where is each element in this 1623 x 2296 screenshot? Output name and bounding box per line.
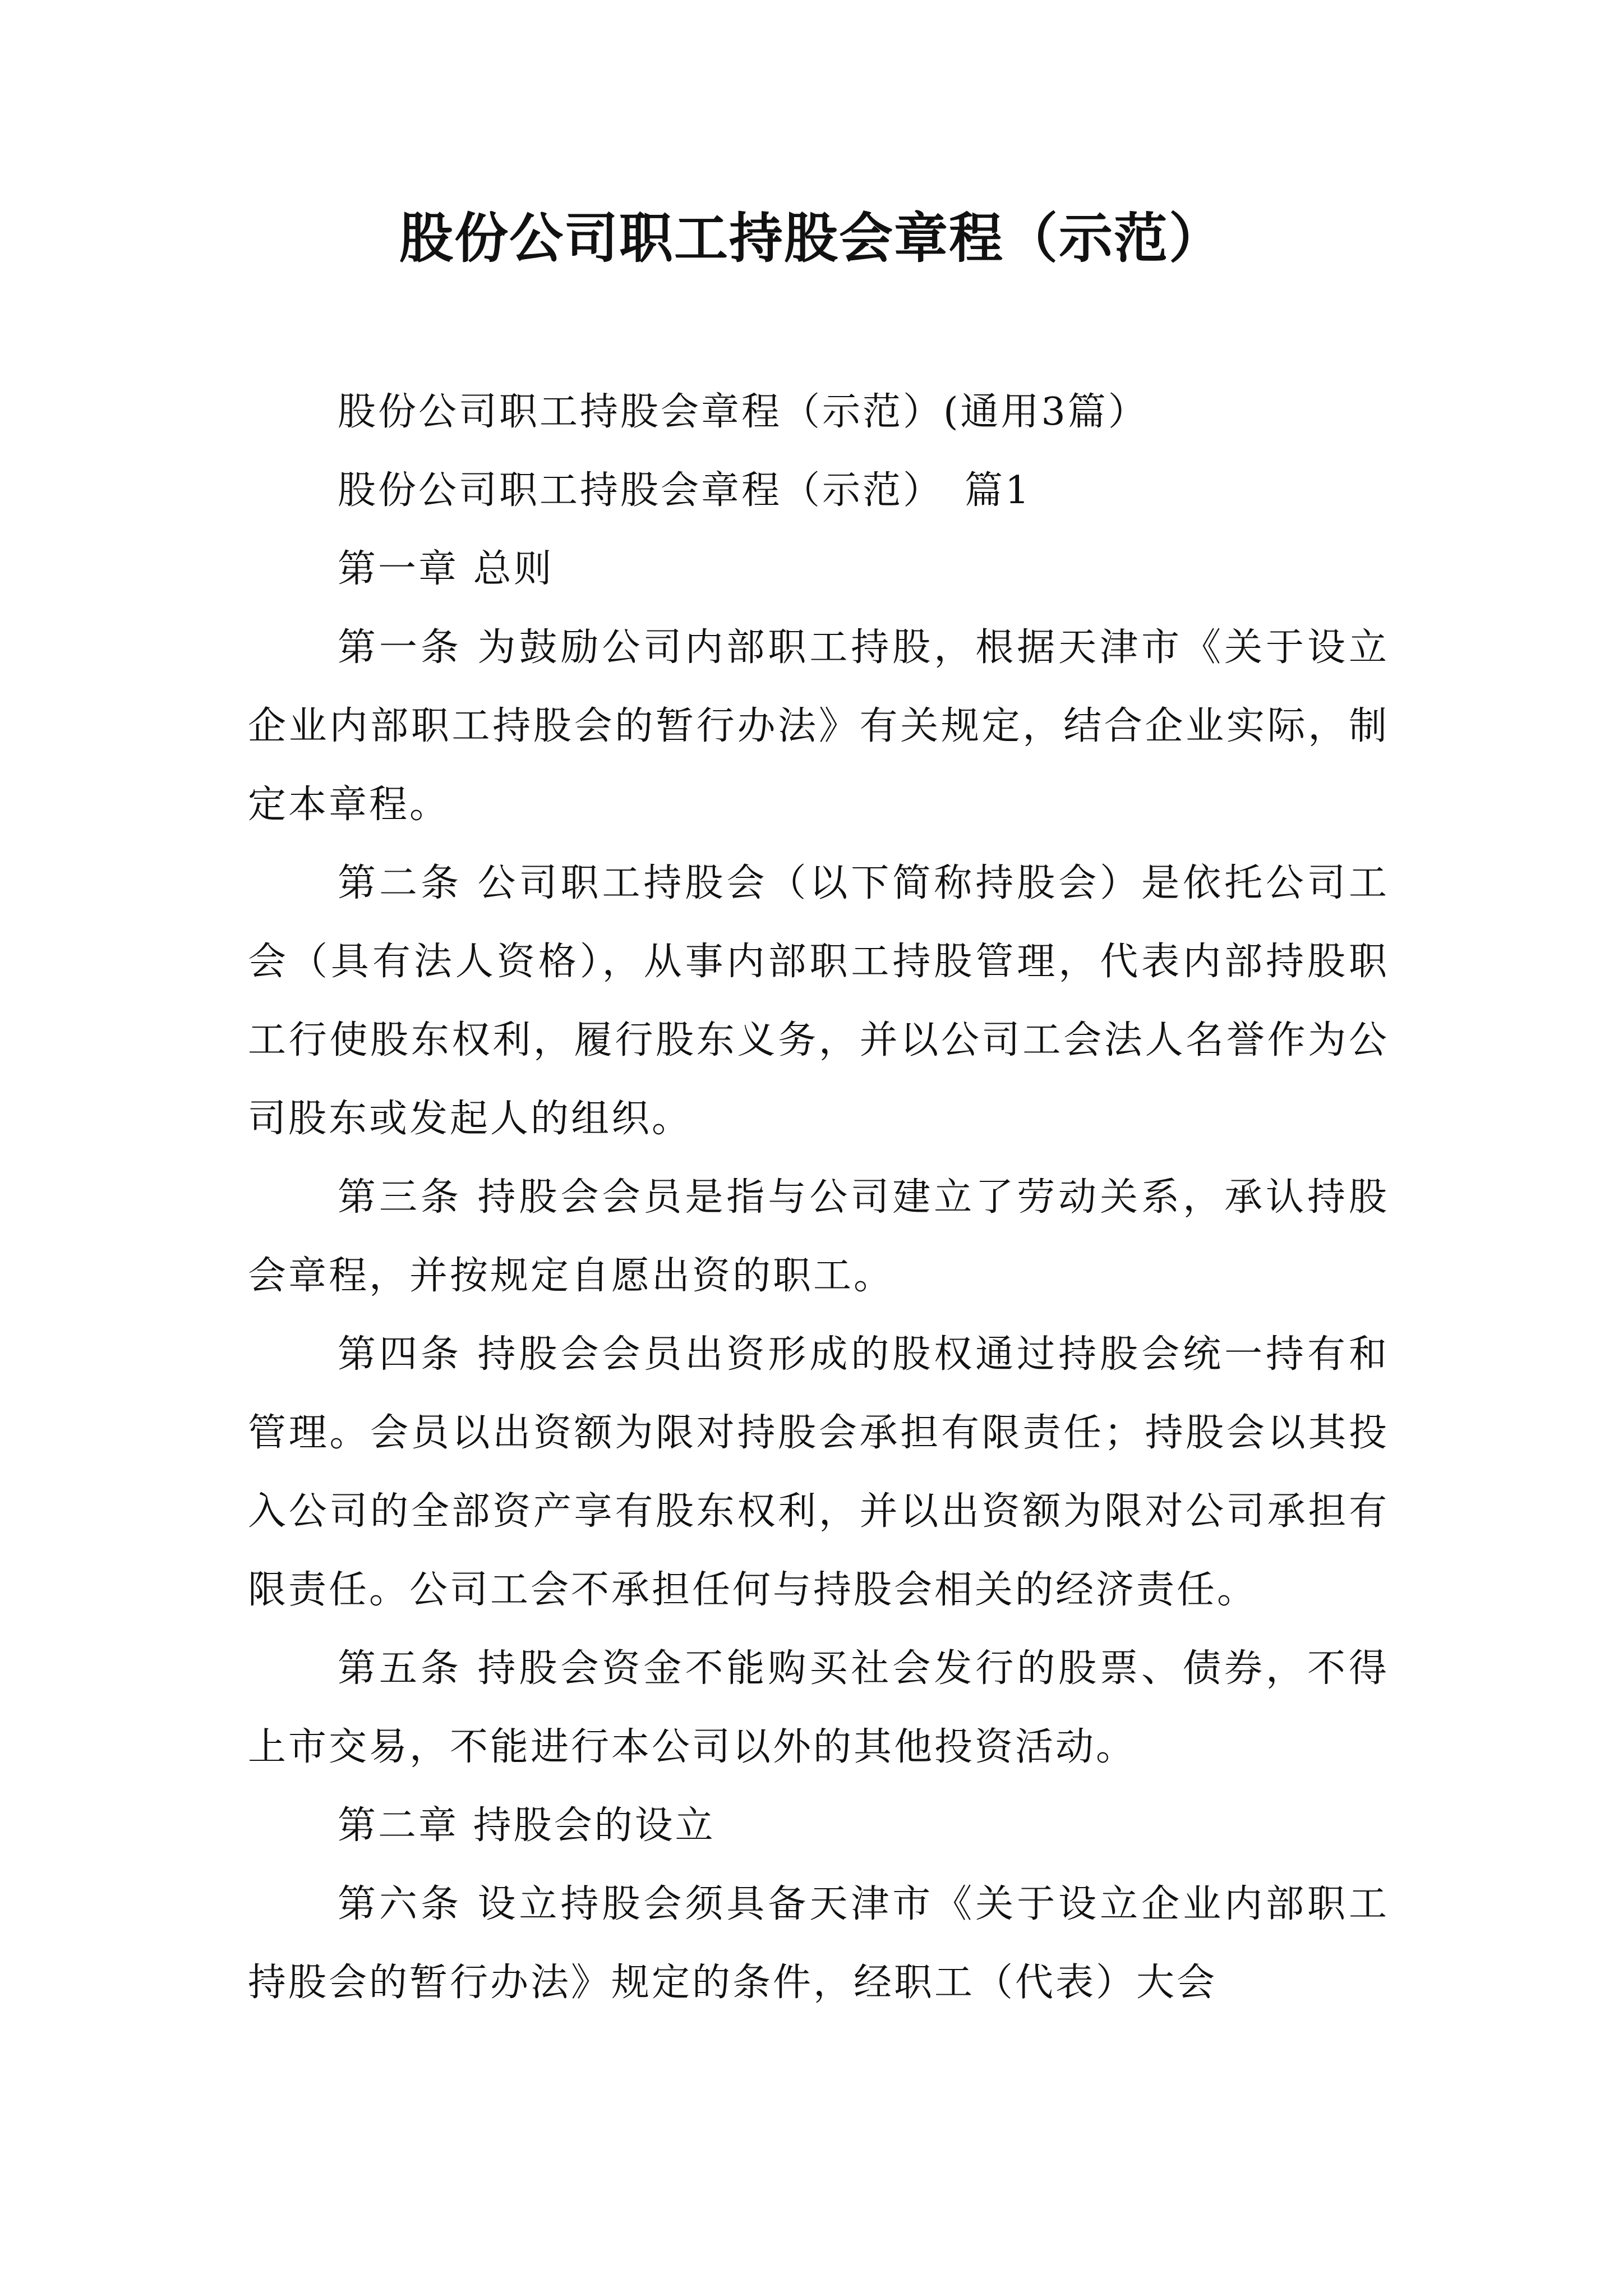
article-2: 第二条 公司职工持股会（以下简称持股会）是依托公司工会（具有法人资格），从事内部职工持股管理，代表内部持股职工行使股东权利，履行股东义务，并以公司工会法人名誉作为公司股东或发起人的组织。: [248, 861, 1389, 1141]
chapter-heading-2: 第二章 持股会的设立: [338, 1803, 716, 1848]
article-1: 第一条 为鼓励公司内部职工持股，根据天津市《关于设立企业内部职工持股会的暂行办法》有关规定，结合企业实际，制定本章程。: [248, 625, 1389, 827]
document-body: [248, 373, 1389, 2022]
article-5: 第五条 持股会资金不能购买社会发行的股票、债券，不得上市交易，不能进行本公司以外的其他投资活动。: [248, 1646, 1389, 1769]
article-3: 第三条 持股会会员是指与公司建立了劳动关系，承认持股会章程，并按规定自愿出资的职工。: [248, 1175, 1389, 1298]
document-title: 股份公司职工持股会章程（示范）: [399, 206, 1224, 270]
paragraph-part-heading: 股份公司职工持股会章程（示范） 篇1: [338, 468, 1032, 513]
article-4: 第四条 持股会会员出资形成的股权通过持股会统一持有和管理。会员以出资额为限对持股会承担有限责任；持股会以其投入公司的全部资产享有股东权利，并以出资额为限对公司承担有限责任。公司工会不承担任何与持股会相关的经济责任。: [248, 1332, 1389, 1612]
paragraph-subtitle: 股份公司职工持股会章程（示范）(通用3篇）: [338, 390, 1149, 434]
chapter-heading-1: 第一章 总则: [338, 547, 554, 591]
article-6: 第六条 设立持股会须具备天津市《关于设立企业内部职工持股会的暂行办法》规定的条件，经职工（代表）大会: [248, 1882, 1389, 2005]
